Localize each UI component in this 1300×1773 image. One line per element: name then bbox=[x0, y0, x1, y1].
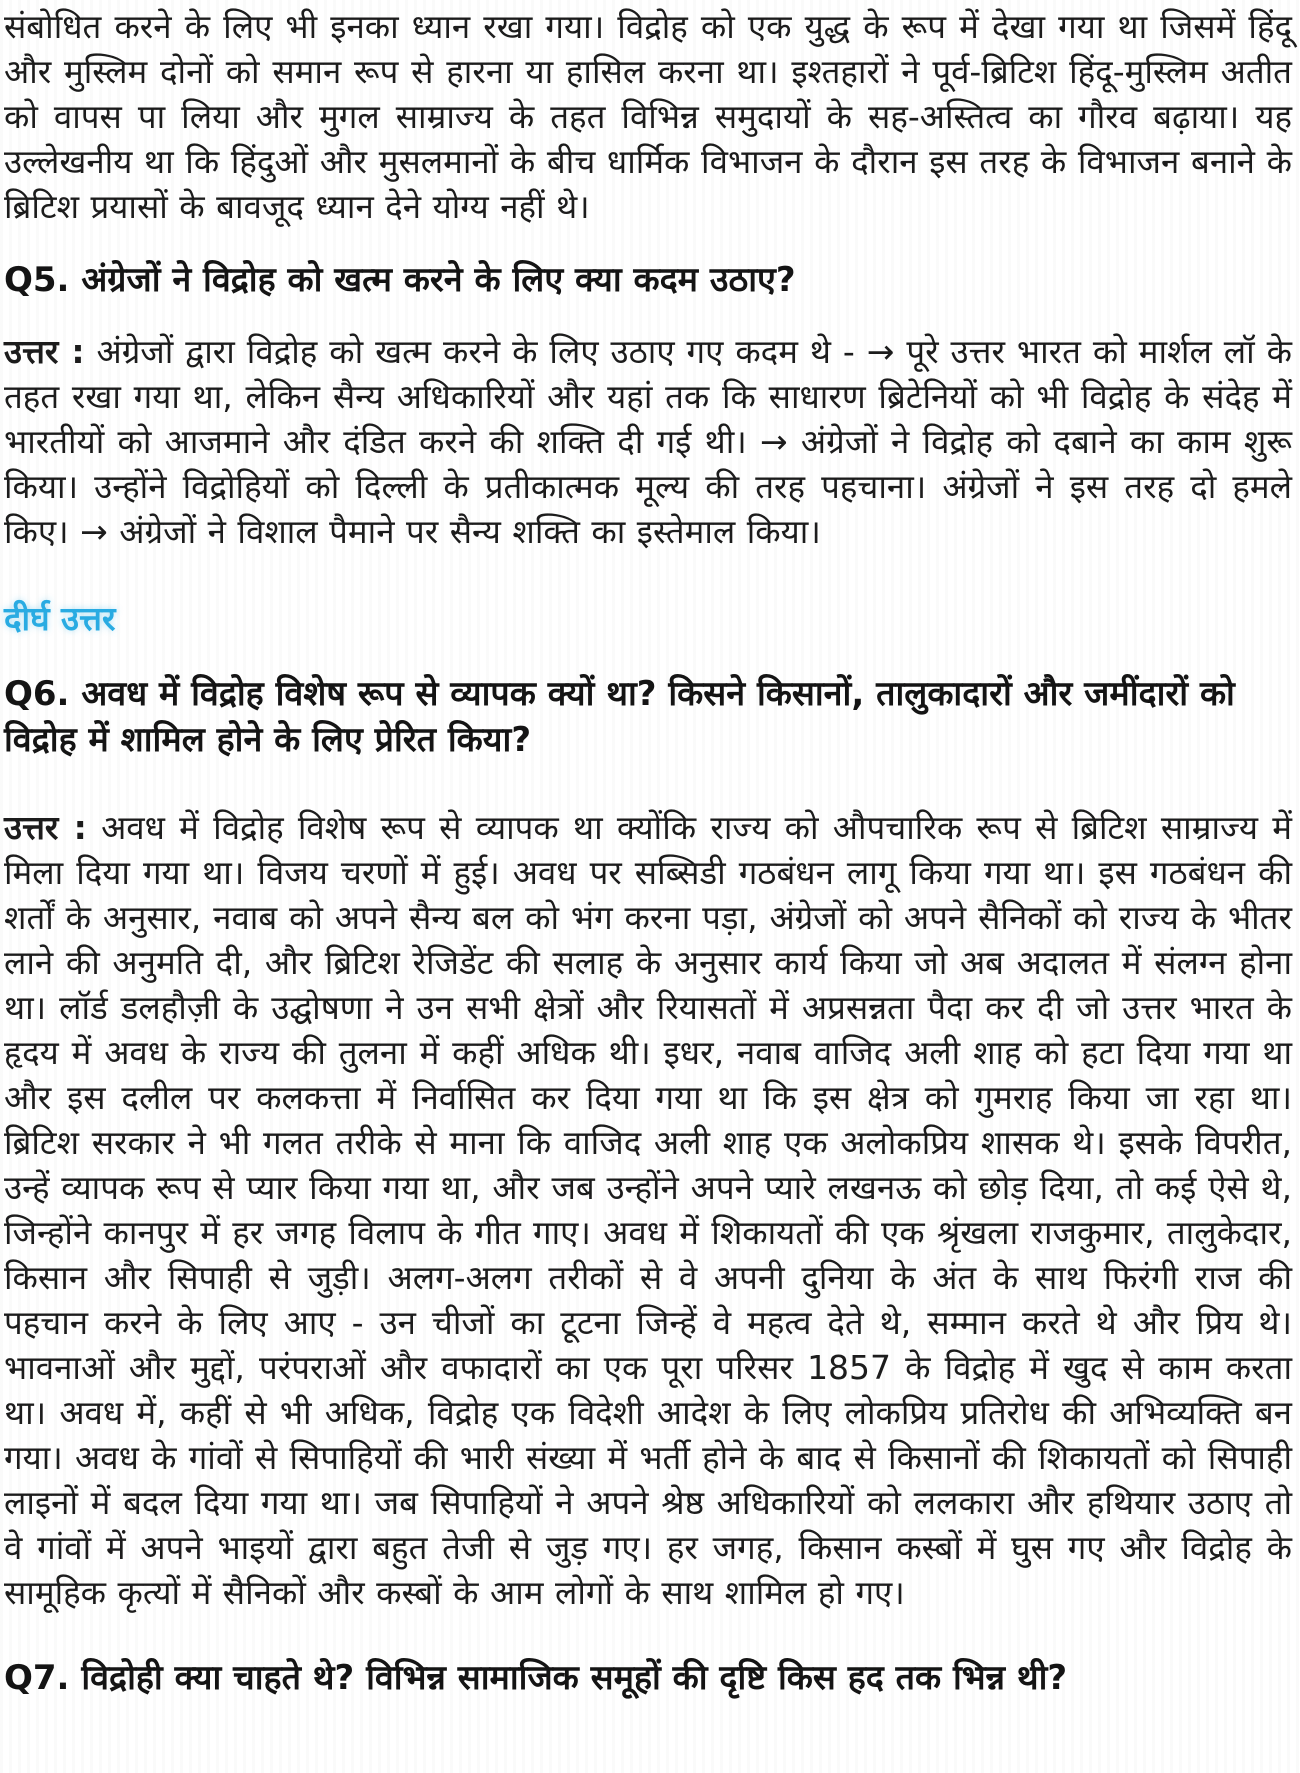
long-answers-section-heading: दीर्घ उत्तर bbox=[4, 599, 116, 638]
q7-heading: Q7. विद्रोही क्या चाहते थे? विभिन्न सामाजिक समूहों की दृष्टि किस हद तक भिन्न थी? bbox=[4, 1658, 1068, 1698]
q5-answer bbox=[4, 329, 1292, 554]
q6-answer bbox=[4, 805, 1292, 1615]
q5-answer-text: अंग्रेजों द्वारा विद्रोह को खत्म करने के लिए उठाए गए कदम थे - → पूरे उत्तर भारत को मार्शल लॉ के तहत रखा गया था, लेकिन सैन्य अधिकारियों और यहां तक कि साधारण ब्रिटेनियों को भी विद्रोह के संदेह में भारतीयों को आजमाने और दंडित करने की शक्ति दी गई थी। → अंग्रेजों ने विद्रोह को दबाने का काम शुरू किया। उन्होंने विद्रोहियों को दिल्ली के प्रतीकात्मक मूल्य की तरह पहचाना। अंग्रेजों ने इस तरह दो हमले किए। → अंग्रेजों ने विशाल पैमाने पर सैन्य शक्ति का इस्तेमाल किया। bbox=[4, 332, 1292, 551]
q6-heading: Q6. अवध में विद्रोह विशेष रूप से व्यापक क्यों था? किसने किसानों, तालुकादारों और जमींदारों को विद्रोह में शामिल होने के लिए प्रेरित किया? bbox=[4, 674, 1235, 760]
q6-answer-text: अवध में विद्रोह विशेष रूप से व्यापक था क्योंकि राज्य को औपचारिक रूप से ब्रिटिश साम्राज्य में मिला दिया गया था। विजय चरणों में हुई। अवध पर सब्सिडी गठबंधन लागू किया गया था। इस गठबंधन की शर्तों के अनुसार, नवाब को अपने सैन्य बल को भंग करना पड़ा, अंग्रेजों को अपने सैनिकों को राज्य के भीतर लाने की अनुमति दी, और ब्रिटिश रेजिडेंट की सलाह के अनुसार कार्य किया जो अब अदालत में संलग्न होना था। लॉर्ड डलहौज़ी के उद्घोषणा ने उन सभी क्षेत्रों और रियासतों में अप्रसन्नता पैदा कर दी जो उत्तर भारत के हृदय में अवध के राज्य की तुलना में कहीं अधिक थी। इधर, नवाब वाजिद अली शाह को हटा दिया गया था और इस दलील पर कलकत्ता में निर्वासित कर दिया गया था कि इस क्षेत्र को गुमराह किया जा रहा था। ब्रिटिश सरकार ने भी गलत तरीके से माना कि वाजिद अली शाह एक अलोकप्रिय शासक थे। इसके विपरीत, उन्हें व्यापक रूप से प्यार किया गया था, और जब उन्होंने अपने प्यारे लखनऊ को छोड़ दिया, तो कई ऐसे थे, जिन्होंने कानपुर में हर जगह विलाप के गीत गाए। अवध में शिकायतों की एक श्रृंखला राजकुमार, तालुकेदार, किसान और सिपाही से जुड़ी। अलग-अलग तरीकों से वे अपनी दुनिया के अंत के साथ फिरंगी राज की पहचान करने के लिए आए - उन चीजों का टूटना जिन्हें वे महत्व देते थे, सम्मान करते थे और प्रिय थे। भावनाओं और मुद्दों, परंपराओं और वफादारों का एक पूरा परिसर 1857 के विद्रोह में खुद से काम करता था। अवध में, कहीं से भी अधिक, विद्रोह एक विदेशी आदेश के लिए लोकप्रिय प्रतिरोध की अभिव्यक्ति बन गया। अवध के गांवों से सिपाहियों की भारी संख्या में भर्ती होने के बाद से किसानों की शिकायतों को सिपाही लाइनों में बदल दिया गया था। जब सिपाहियों ने अपने श्रेष्ठ अधिकारियों को ललकारा और हथियार उठाए तो वे गांवों में अपने भाइयों द्वारा बहुत तेजी से जुड़ गए। हर जगह, किसान कस्बों में घुस गए और विद्रोह के सामूहिक कृत्यों में सैनिकों और कस्बों के आम लोगों के साथ शामिल हो गए। bbox=[4, 808, 1292, 1612]
q5-answer-label: उत्तर : bbox=[4, 332, 85, 371]
q5-heading: Q5. अंग्रेजों ने विद्रोह को खत्म करने के लिए क्या कदम उठाए? bbox=[4, 260, 796, 300]
q6-answer-label: उत्तर : bbox=[4, 808, 87, 847]
intro-paragraph: संबोधित करने के लिए भी इनका ध्यान रखा गया। विद्रोह को एक युद्ध के रूप में देखा गया था जिसमें हिंदू और मुस्लिम दोनों को समान रूप से हारना या हासिल करना था। इश्तहारों ने पूर्व-ब्रिटिश हिंदू-मुस्लिम अतीत को वापस पा लिया और मुगल साम्राज्य के तहत विभिन्न समुदायों के सह-अस्तित्व का गौरव बढ़ाया। यह उल्लेखनीय था कि हिंदुओं और मुसलमानों के बीच धार्मिक विभाजन के दौरान इस तरह के विभाजन बनाने के ब्रिटिश प्रयासों के बावजूद ध्यान देने योग्य नहीं थे। bbox=[4, 7, 1292, 226]
